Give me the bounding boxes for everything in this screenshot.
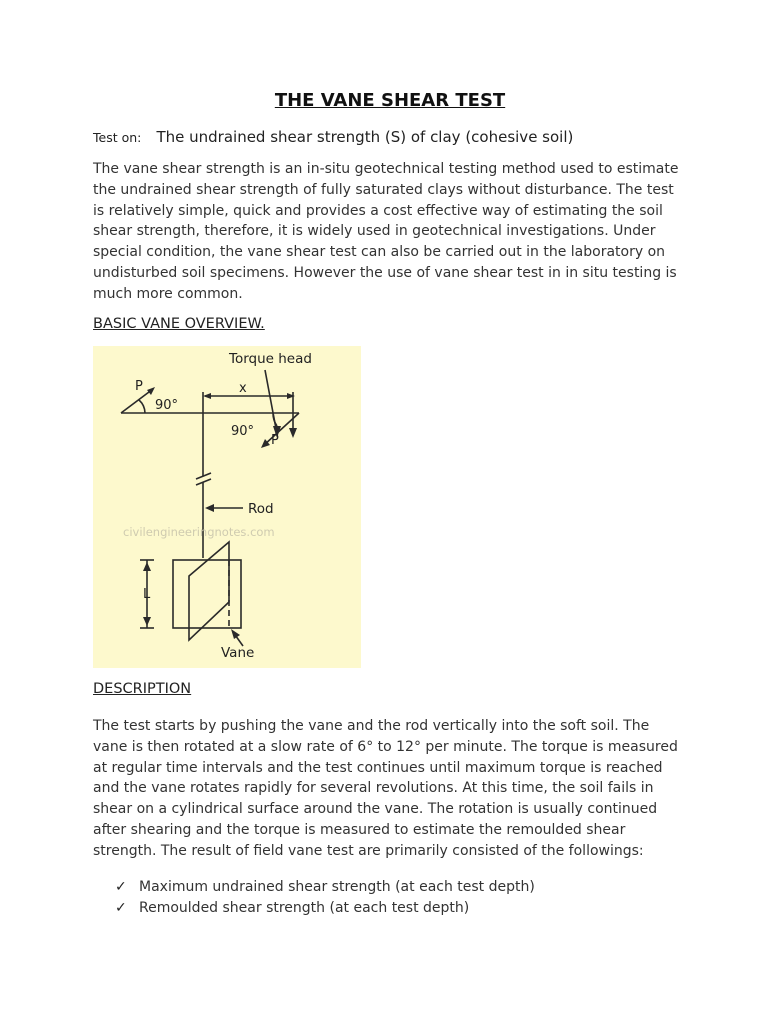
angle-right-label: 90° [231, 424, 255, 439]
results-list [115, 877, 535, 919]
test-on-value: The undrained shear strength (S) of clay (cohesive soil) [156, 128, 574, 146]
overview-heading: BASIC VANE OVERVIEW. [93, 316, 265, 332]
watermark-text: civilengineeringnotes.com [123, 525, 275, 539]
angle-left-label: 90° [155, 398, 179, 413]
vane-diagram [93, 346, 361, 668]
vane-label: Vane [221, 645, 255, 661]
vane-body [173, 560, 241, 628]
list-item [115, 877, 535, 898]
description-heading: DESCRIPTION [93, 681, 192, 697]
check-mark-icon: ✓ [115, 879, 127, 895]
x-label: x [239, 381, 247, 396]
list-item-text: Maximum undrained shear strength (at each test depth) [139, 879, 535, 895]
vane-blade [189, 542, 229, 640]
intro-paragraph: The vane shear strength is an in-situ geotechnical testing method used to estimate the undrained shear strength of fully saturated clays without disturbance. The test is relatively simple, quick and provides a cost effective way of estimating the soil shear strength, therefore, it is widely used in geotechnical investigations. Under special condition, the vane shear test can also be carried out in the laboratory on undisturbed soil specimens. However the use of vane shear test in in situ testing is much more common. [93, 161, 679, 302]
description-paragraph: The test starts by pushing the vane and the rod vertically into the soft soil. The vane is then rotated at a slow rate of 6° to 12° per minute. The torque is measured at regular time intervals and the test continues until maximum torque is reached and the vane rotates rapidly for several revolutions. At this time, the soil fails in shear on a cylindrical surface around the vane. The rotation is usually continued after shearing and the torque is measured to estimate the remoulded shear strength. The result of field vane test are primarily consisted of the followings: [93, 718, 678, 859]
list-item [115, 898, 535, 919]
test-on-line [93, 127, 573, 146]
l-label: L [143, 587, 151, 602]
rod-label: Rod [248, 501, 274, 517]
page-title: THE VANE SHEAR TEST [274, 90, 506, 111]
torque-head-label: Torque head [229, 351, 312, 367]
check-mark-icon: ✓ [115, 900, 127, 916]
p-right-label: P [271, 433, 279, 448]
list-item-text: Remoulded shear strength (at each test depth) [139, 900, 470, 916]
test-on-label: Test on: [93, 130, 142, 145]
p-left-label: P [135, 379, 143, 394]
